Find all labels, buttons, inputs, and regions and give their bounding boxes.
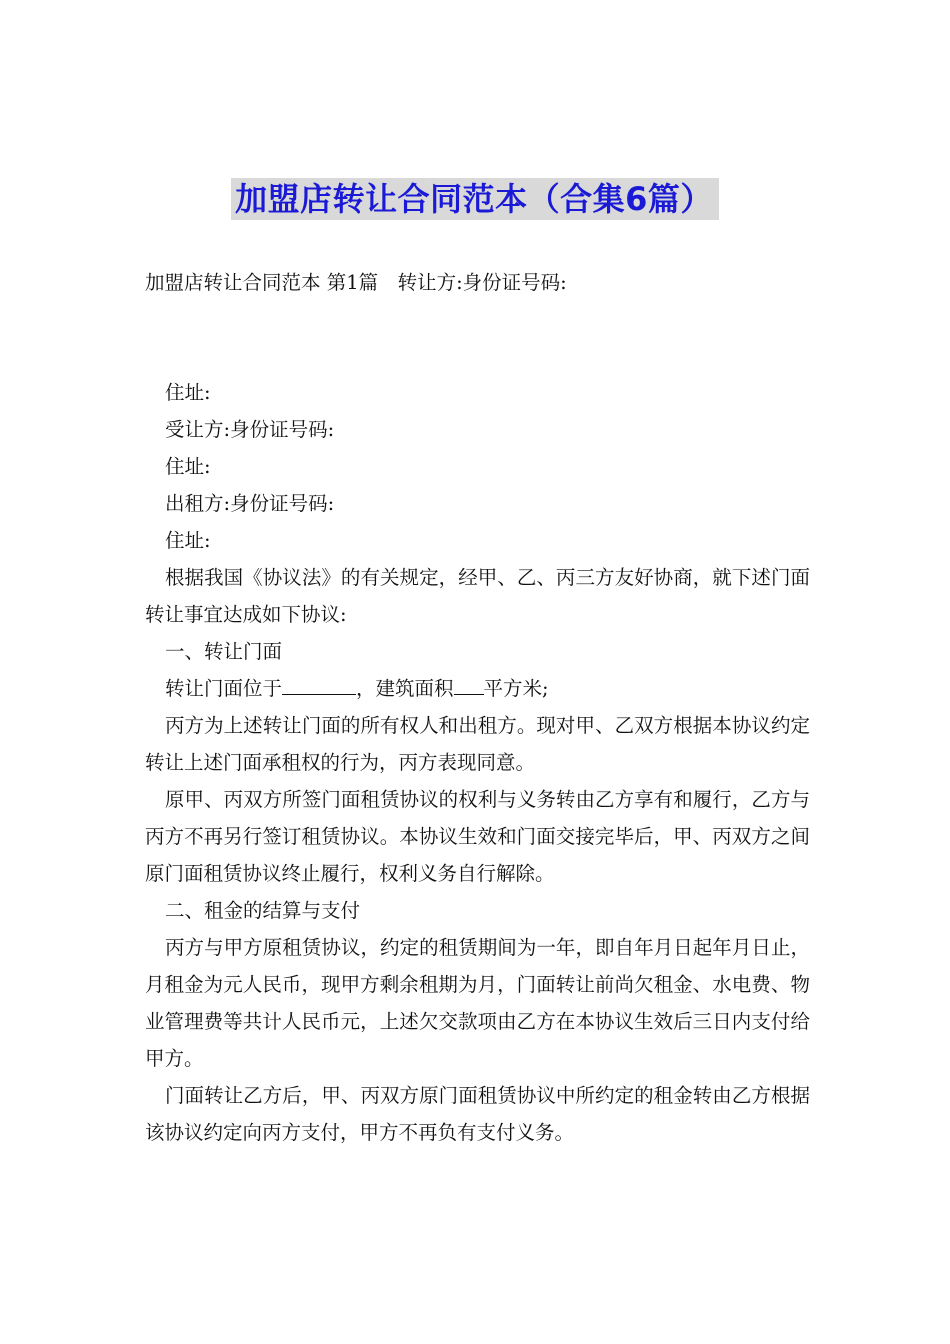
section1-paragraph-1: 丙方为上述转让门面的所有权人和出租方。现对甲、乙双方根据本协议约定转让上述门面承租权的行为，丙方表现同意。: [145, 714, 810, 774]
location-line: [145, 670, 810, 707]
field-address-1: 住址:: [165, 381, 211, 404]
section1-paragraph-2: 原甲、丙双方所签门面租赁协议的权利与义务转由乙方享有和履行，乙方与丙方不再另行签订租赁协议。本协议生效和门面交接完毕后，甲、丙双方之间原门面租赁协议终止履行，权利义务自行解除。: [145, 788, 810, 885]
section1-heading: 一、转让门面: [165, 640, 283, 663]
document-body: [145, 264, 810, 1151]
section2-paragraph-1: 丙方与甲方原租赁协议，约定的租赁期间为一年，即自年月日起年月日止，月租金为元人民币，现甲方剩余租期为月，门面转让前尚欠租金、水电费、物业管理费等共计人民币元，上述欠交款项由乙方在本协议生效后三日内支付给甲方。: [145, 936, 810, 1070]
field-lessor-id: 出租方:身份证号码:: [165, 492, 335, 515]
preamble-paragraph: 根据我国《协议法》的有关规定，经甲、乙、丙三方友好协商，就下述门面转让事宜达成如下协议:: [145, 566, 810, 626]
field-address-3: 住址:: [165, 529, 211, 552]
location-blank: [282, 674, 356, 695]
area-blank: [454, 674, 484, 695]
spacer: [145, 301, 810, 374]
document-title: 加盟店转让合同范本（合集6篇）: [231, 178, 719, 220]
location-suffix: 平方米;: [483, 677, 549, 700]
intro-line: 加盟店转让合同范本 第1篇 转让方:身份证号码:: [145, 271, 567, 294]
title-container: [0, 178, 950, 220]
field-transferee-id: 受让方:身份证号码:: [165, 418, 335, 441]
section2-paragraph-2: 门面转让乙方后，甲、丙双方原门面租赁协议中所约定的租金转由乙方根据该协议约定向丙方支付，甲方不再负有支付义务。: [145, 1084, 810, 1144]
location-prefix: 转让门面位于: [165, 677, 283, 700]
location-mid: ，建筑面积: [356, 677, 454, 700]
section2-heading: 二、租金的结算与支付: [165, 899, 361, 922]
field-address-2: 住址:: [165, 455, 211, 478]
